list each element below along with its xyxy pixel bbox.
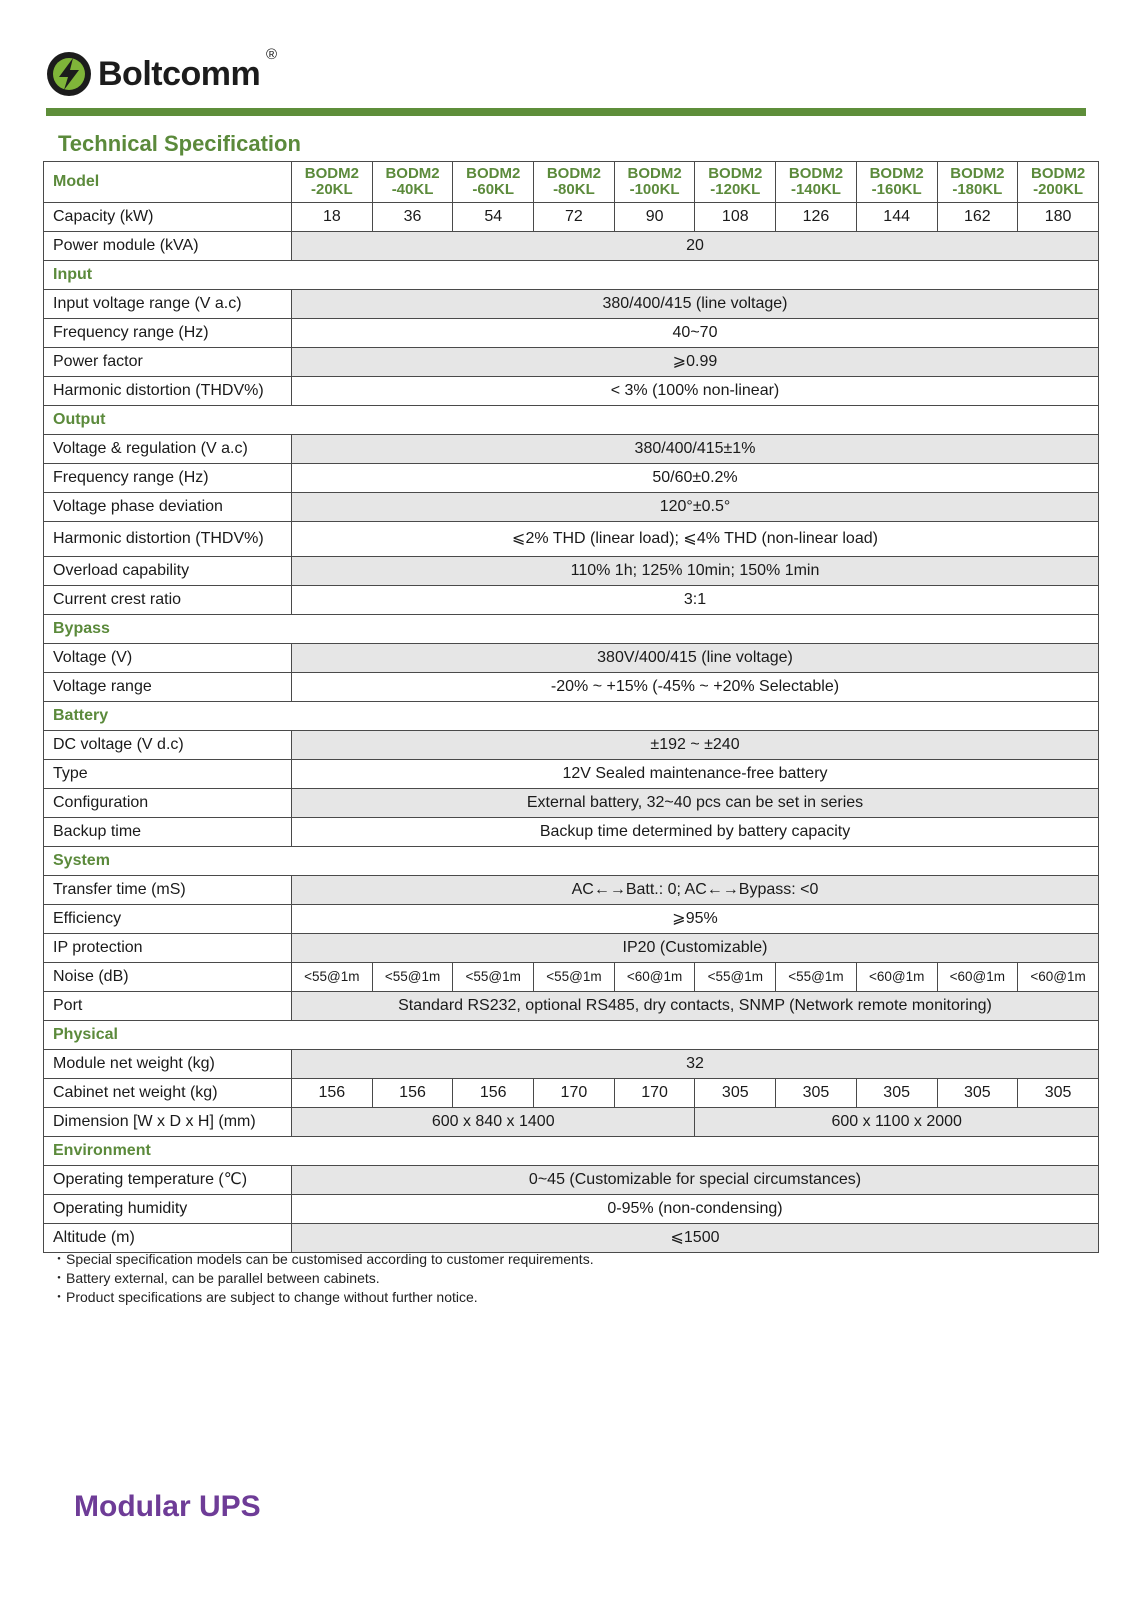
spec-label: Frequency range (Hz) bbox=[44, 464, 292, 493]
section-title: Output bbox=[44, 406, 1099, 435]
footnote: ・Battery external, can be parallel between cabinets. bbox=[52, 1270, 380, 1286]
spec-value: AC←→Batt.: 0; AC←→Bypass: <0 bbox=[292, 876, 1099, 905]
model-name-part: -80KL bbox=[553, 181, 595, 198]
spec-row bbox=[44, 818, 1099, 847]
spec-label: DC voltage (V d.c) bbox=[44, 731, 292, 760]
model-name-cell bbox=[776, 162, 857, 203]
spec-value: ⩾0.99 bbox=[292, 348, 1099, 377]
section-header-row bbox=[44, 847, 1099, 876]
model-name-part: BODM2 bbox=[304, 164, 359, 182]
section-header-row bbox=[44, 1021, 1099, 1050]
model-header-row bbox=[44, 162, 1099, 203]
spec-value: 72 bbox=[534, 203, 615, 232]
spec-label: Input voltage range (V a.c) bbox=[44, 290, 292, 319]
spec-table-body bbox=[44, 162, 1099, 1253]
spec-value: ⩽2% THD (linear load); ⩽4% THD (non-linear load) bbox=[292, 522, 1099, 557]
spec-value: <60@1m bbox=[856, 963, 937, 992]
spec-value: -20% ~ +15% (-45% ~ +20% Selectable) bbox=[292, 673, 1099, 702]
spec-value: 380/400/415±1% bbox=[292, 435, 1099, 464]
bolt-logo-icon bbox=[46, 51, 92, 97]
spec-value: <60@1m bbox=[614, 963, 695, 992]
section-header-row bbox=[44, 406, 1099, 435]
model-name-cell bbox=[695, 162, 776, 203]
spec-value: 156 bbox=[453, 1079, 534, 1108]
spec-value: < 3% (100% non-linear) bbox=[292, 377, 1099, 406]
spec-table bbox=[43, 161, 1099, 1253]
spec-value: 12V Sealed maintenance-free battery bbox=[292, 760, 1099, 789]
spec-value: 305 bbox=[695, 1079, 776, 1108]
spec-value: 32 bbox=[292, 1050, 1099, 1079]
spec-row bbox=[44, 963, 1099, 992]
model-name-part: BODM2 bbox=[1031, 164, 1086, 182]
model-name-part: -40KL bbox=[391, 181, 434, 198]
spec-label: Frequency range (Hz) bbox=[44, 319, 292, 348]
spec-value: <55@1m bbox=[776, 963, 857, 992]
model-name-cell bbox=[1018, 162, 1099, 203]
model-name-part: BODM2 bbox=[788, 164, 844, 182]
spec-label: Port bbox=[44, 992, 292, 1021]
spec-row bbox=[44, 557, 1099, 586]
spec-value: ⩽1500 bbox=[292, 1224, 1099, 1253]
spec-value: Standard RS232, optional RS485, dry contacts, SNMP (Network remote monitoring) bbox=[292, 992, 1099, 1021]
section-title: Environment bbox=[44, 1137, 1099, 1166]
spec-label: Harmonic distortion (THDV%) bbox=[44, 522, 292, 557]
model-name-part: -60KL bbox=[472, 181, 515, 198]
spec-row bbox=[44, 1224, 1099, 1253]
footnote: ・Special specification models can be customised according to customer requirements. bbox=[52, 1251, 594, 1267]
model-name-part: BODM2 bbox=[466, 164, 521, 182]
spec-row bbox=[44, 992, 1099, 1021]
spec-row bbox=[44, 377, 1099, 406]
model-name-part: BODM2 bbox=[708, 164, 763, 182]
spec-row bbox=[44, 232, 1099, 261]
product-line-title: Modular UPS bbox=[74, 1490, 261, 1523]
spec-label: Voltage & regulation (V a.c) bbox=[44, 435, 292, 464]
spec-value: <55@1m bbox=[372, 963, 453, 992]
model-name-cell bbox=[372, 162, 453, 203]
model-name-cell bbox=[534, 162, 615, 203]
model-name-cell bbox=[453, 162, 534, 203]
spec-label: Voltage phase deviation bbox=[44, 493, 292, 522]
spec-row bbox=[44, 348, 1099, 377]
spec-row bbox=[44, 435, 1099, 464]
section-header-row bbox=[44, 615, 1099, 644]
spec-row bbox=[44, 673, 1099, 702]
spec-value: IP20 (Customizable) bbox=[292, 934, 1099, 963]
spec-value: 162 bbox=[937, 203, 1018, 232]
spec-label: Operating temperature (℃) bbox=[44, 1166, 292, 1195]
spec-label: Efficiency bbox=[44, 905, 292, 934]
model-name-cell bbox=[292, 162, 373, 203]
spec-label: Transfer time (mS) bbox=[44, 876, 292, 905]
spec-label: Harmonic distortion (THDV%) bbox=[44, 377, 292, 406]
model-name-part: -140KL bbox=[790, 181, 841, 198]
spec-value: 305 bbox=[1018, 1079, 1099, 1108]
spec-value: 144 bbox=[856, 203, 937, 232]
spec-label: Configuration bbox=[44, 789, 292, 818]
spec-label: Noise (dB) bbox=[44, 963, 292, 992]
spec-value: 305 bbox=[856, 1079, 937, 1108]
registered-mark: ® bbox=[266, 46, 278, 63]
model-name-part: BODM2 bbox=[950, 164, 1005, 182]
spec-label: Module net weight (kg) bbox=[44, 1050, 292, 1079]
spec-value: 120°±0.5° bbox=[292, 493, 1099, 522]
spec-label: Dimension [W x D x H] (mm) bbox=[44, 1108, 292, 1137]
spec-value: <55@1m bbox=[453, 963, 534, 992]
spec-label: Backup time bbox=[44, 818, 292, 847]
spec-label: Current crest ratio bbox=[44, 586, 292, 615]
model-name-part: -20KL bbox=[311, 181, 353, 198]
spec-value: 0~45 (Customizable for special circumstances) bbox=[292, 1166, 1099, 1195]
model-name-part: BODM2 bbox=[627, 164, 682, 182]
spec-label: IP protection bbox=[44, 934, 292, 963]
spec-value: 108 bbox=[695, 203, 776, 232]
spec-value: <60@1m bbox=[1018, 963, 1099, 992]
spec-row bbox=[44, 522, 1099, 557]
spec-row bbox=[44, 319, 1099, 348]
brand-name: Boltcomm bbox=[98, 54, 261, 93]
spec-label: Voltage range bbox=[44, 673, 292, 702]
spec-row bbox=[44, 905, 1099, 934]
spec-label: Type bbox=[44, 760, 292, 789]
spec-value: 3:1 bbox=[292, 586, 1099, 615]
spec-label: Power factor bbox=[44, 348, 292, 377]
spec-value: 305 bbox=[776, 1079, 857, 1108]
spec-row bbox=[44, 290, 1099, 319]
spec-value: 0-95% (non-condensing) bbox=[292, 1195, 1099, 1224]
footnotes bbox=[52, 1250, 594, 1307]
section-header-row bbox=[44, 261, 1099, 290]
section-header-row bbox=[44, 702, 1099, 731]
spec-value: Backup time determined by battery capacity bbox=[292, 818, 1099, 847]
model-label: Model bbox=[44, 162, 292, 203]
spec-label: Operating humidity bbox=[44, 1195, 292, 1224]
spec-row bbox=[44, 789, 1099, 818]
spec-value: 156 bbox=[372, 1079, 453, 1108]
brand-logo bbox=[46, 46, 278, 100]
model-name-part: -120KL bbox=[710, 181, 761, 198]
spec-label: Capacity (kW) bbox=[44, 203, 292, 232]
spec-label: Altitude (m) bbox=[44, 1224, 292, 1253]
spec-value: 110% 1h; 125% 10min; 150% 1min bbox=[292, 557, 1099, 586]
section-title: Physical bbox=[44, 1021, 1099, 1050]
spec-value: <55@1m bbox=[292, 963, 373, 992]
spec-value: ⩾95% bbox=[292, 905, 1099, 934]
section-title: Bypass bbox=[44, 615, 1099, 644]
spec-value: <60@1m bbox=[937, 963, 1018, 992]
spec-value: 54 bbox=[453, 203, 534, 232]
spec-value: 600 x 840 x 1400 bbox=[292, 1108, 695, 1137]
spec-label: Power module (kVA) bbox=[44, 232, 292, 261]
model-name-part: BODM2 bbox=[869, 164, 924, 182]
spec-value: 600 x 1100 x 2000 bbox=[695, 1108, 1099, 1137]
page-title: Technical Specification bbox=[58, 131, 301, 156]
spec-row bbox=[44, 586, 1099, 615]
spec-value: 18 bbox=[292, 203, 373, 232]
spec-value: <55@1m bbox=[695, 963, 776, 992]
spec-value: 170 bbox=[534, 1079, 615, 1108]
spec-row bbox=[44, 1108, 1099, 1137]
spec-value: 40~70 bbox=[292, 319, 1099, 348]
spec-value: ±192 ~ ±240 bbox=[292, 731, 1099, 760]
spec-row bbox=[44, 1195, 1099, 1224]
spec-value: 156 bbox=[292, 1079, 373, 1108]
spec-value: 50/60±0.2% bbox=[292, 464, 1099, 493]
spec-row bbox=[44, 1050, 1099, 1079]
spec-value: External battery, 32~40 pcs can be set in series bbox=[292, 789, 1099, 818]
spec-value: 180 bbox=[1018, 203, 1099, 232]
header-divider bbox=[46, 108, 1086, 116]
spec-value: 380/400/415 (line voltage) bbox=[292, 290, 1099, 319]
spec-row bbox=[44, 464, 1099, 493]
model-name-part: -160KL bbox=[871, 181, 922, 198]
spec-value: 380V/400/415 (line voltage) bbox=[292, 644, 1099, 673]
spec-value: 20 bbox=[292, 232, 1099, 261]
spec-label: Voltage (V) bbox=[44, 644, 292, 673]
model-name-cell bbox=[937, 162, 1018, 203]
spec-row bbox=[44, 876, 1099, 905]
spec-value: 36 bbox=[372, 203, 453, 232]
spec-value: <55@1m bbox=[534, 963, 615, 992]
spec-row bbox=[44, 493, 1099, 522]
section-title: Battery bbox=[44, 702, 1099, 731]
spec-label: Cabinet net weight (kg) bbox=[44, 1079, 292, 1108]
spec-value: 170 bbox=[614, 1079, 695, 1108]
model-name-part: -100KL bbox=[629, 181, 680, 198]
spec-row bbox=[44, 203, 1099, 232]
model-name-cell bbox=[614, 162, 695, 203]
model-name-part: BODM2 bbox=[385, 164, 440, 182]
spec-row bbox=[44, 1079, 1099, 1108]
spec-label: Overload capability bbox=[44, 557, 292, 586]
spec-value: 305 bbox=[937, 1079, 1018, 1108]
model-name-part: -200KL bbox=[1033, 181, 1084, 198]
spec-row bbox=[44, 644, 1099, 673]
spec-row bbox=[44, 1166, 1099, 1195]
spec-row bbox=[44, 731, 1099, 760]
spec-value: 126 bbox=[776, 203, 857, 232]
model-name-part: BODM2 bbox=[546, 164, 601, 182]
model-name-cell bbox=[856, 162, 937, 203]
footnote: ・Product specifications are subject to change without further notice. bbox=[52, 1289, 478, 1305]
spec-row bbox=[44, 934, 1099, 963]
spec-value: 90 bbox=[614, 203, 695, 232]
model-name-part: -180KL bbox=[952, 181, 1003, 198]
section-title: System bbox=[44, 847, 1099, 876]
section-header-row bbox=[44, 1137, 1099, 1166]
section-title: Input bbox=[44, 261, 1099, 290]
spec-row bbox=[44, 760, 1099, 789]
